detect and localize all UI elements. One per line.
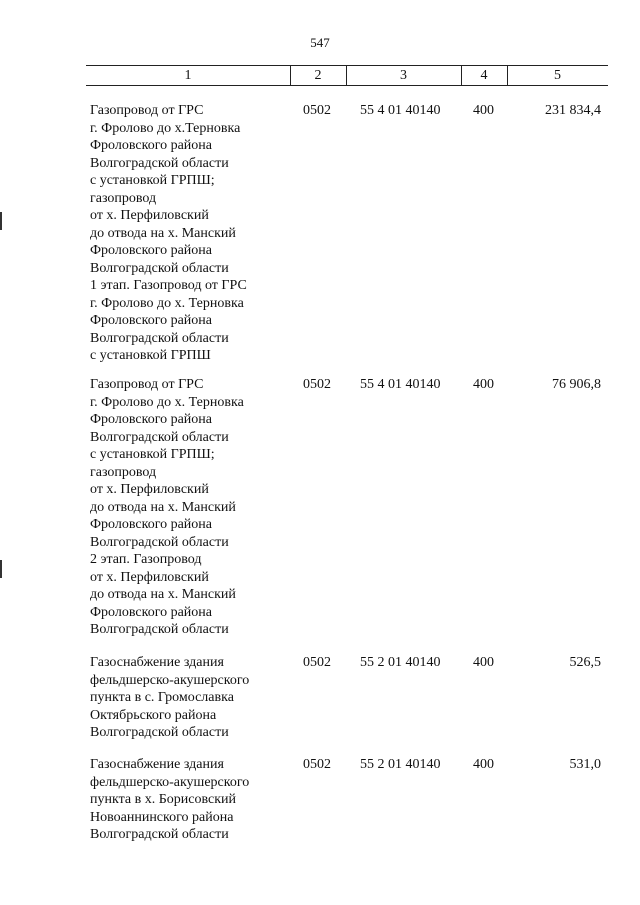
column-header-3: 3 bbox=[400, 68, 407, 83]
name-line: до отвода на х. Манский bbox=[90, 225, 236, 241]
name-line: г. Фролово до х. Терновка bbox=[90, 394, 244, 410]
name-line: фельдшерско-акушерского bbox=[90, 774, 250, 790]
name-line: Фроловского района bbox=[90, 412, 213, 427]
name-line: газопровод bbox=[90, 190, 157, 206]
object-name bbox=[90, 654, 290, 742]
name-line: от х. Перфиловский bbox=[90, 482, 209, 497]
name-line: Фроловского района bbox=[90, 138, 213, 153]
name-line: 2 этап. Газопровод bbox=[90, 552, 202, 567]
name-line: пункта в с. Громославка bbox=[90, 690, 234, 705]
scan-edge-mark bbox=[0, 212, 2, 230]
page-number: 547 bbox=[310, 35, 330, 50]
name-line: от х. Перфиловский bbox=[90, 569, 209, 585]
object-name bbox=[90, 376, 290, 639]
expense-type-code: 400 bbox=[473, 757, 494, 772]
section-code: 0502 bbox=[303, 655, 331, 670]
name-line: 1 этап. Газопровод от ГРС bbox=[90, 278, 247, 293]
name-line: до отвода на х. Манский bbox=[90, 499, 236, 515]
name-line: Октябрьского района bbox=[90, 707, 217, 723]
section-code: 0502 bbox=[303, 757, 331, 772]
amount: 526,5 bbox=[569, 655, 601, 670]
name-line: Волгоградской области bbox=[90, 622, 229, 637]
name-line: Фроловского района bbox=[90, 604, 213, 620]
section-code: 0502 bbox=[303, 103, 331, 118]
expense-type-code: 400 bbox=[473, 655, 494, 670]
name-line: Волгоградской области bbox=[90, 330, 229, 346]
name-line: Волгоградской области bbox=[90, 429, 229, 445]
name-line: Волгоградской области bbox=[90, 725, 229, 740]
name-line: с установкой ГРПШ bbox=[90, 348, 211, 363]
name-line: Волгоградской области bbox=[90, 260, 229, 276]
name-line: Волгоградской области bbox=[90, 155, 229, 171]
amount: 76 906,8 bbox=[552, 377, 601, 392]
target-code: 55 2 01 40140 bbox=[360, 757, 441, 772]
name-line: Фроловского района bbox=[90, 243, 213, 258]
amount: 231 834,4 bbox=[545, 103, 601, 118]
object-name bbox=[90, 102, 290, 365]
name-line: газопровод bbox=[90, 464, 157, 480]
column-header-1: 1 bbox=[184, 68, 192, 83]
target-code: 55 4 01 40140 bbox=[360, 103, 441, 118]
name-line: фельдшерско-акушерского bbox=[90, 672, 250, 688]
column-header-4: 4 bbox=[480, 68, 488, 83]
name-line: Газоснабжение здания bbox=[90, 655, 224, 670]
name-line: с установкой ГРПШ; bbox=[90, 447, 215, 462]
expense-type-code: 400 bbox=[473, 377, 494, 392]
name-line: до отвода на х. Манский bbox=[90, 587, 236, 602]
name-line: Волгоградской области bbox=[90, 827, 229, 842]
name-line: Газопровод от ГРС bbox=[90, 377, 204, 392]
amount: 531,0 bbox=[569, 757, 601, 772]
name-line: Газоснабжение здания bbox=[90, 757, 224, 772]
name-line: с установкой ГРПШ; bbox=[90, 173, 215, 188]
name-line: Волгоградской области bbox=[90, 534, 229, 550]
name-line: Новоаннинского района bbox=[90, 809, 234, 825]
name-line: г. Фролово до х. Терновка bbox=[90, 295, 244, 311]
scan-edge-mark bbox=[0, 560, 2, 578]
expense-type-code: 400 bbox=[473, 103, 494, 118]
table-header-bottom-rule bbox=[86, 85, 608, 86]
name-line: пункта в х. Борисовский bbox=[90, 792, 236, 807]
target-code: 55 4 01 40140 bbox=[360, 377, 441, 392]
name-line: Фроловского района bbox=[90, 517, 213, 532]
target-code: 55 2 01 40140 bbox=[360, 655, 441, 670]
name-line: Газопровод от ГРС bbox=[90, 103, 204, 118]
column-header-2: 2 bbox=[314, 68, 322, 83]
name-line: Фроловского района bbox=[90, 313, 213, 328]
name-line: г. Фролово до х.Терновка bbox=[90, 120, 241, 136]
section-code: 0502 bbox=[303, 377, 331, 392]
object-name bbox=[90, 756, 290, 844]
column-header-5: 5 bbox=[554, 68, 561, 83]
name-line: от х. Перфиловский bbox=[90, 208, 209, 223]
